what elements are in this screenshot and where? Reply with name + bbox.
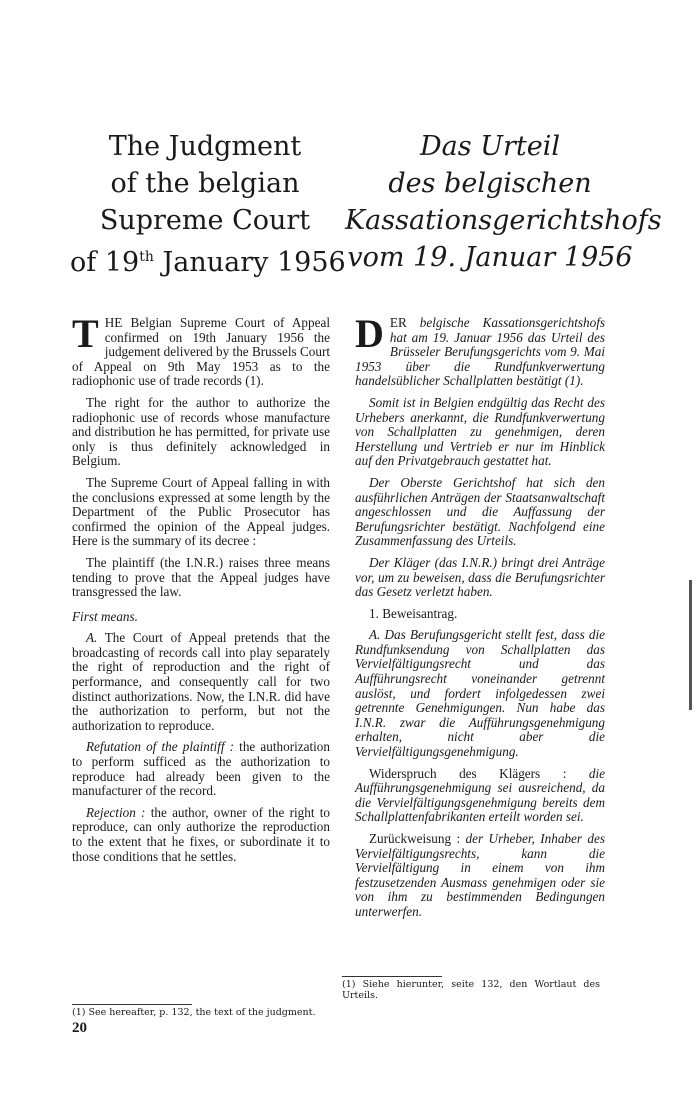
english-paragraph-3: The Supreme Court of Appeal falling in with the conclusions expressed at some length by the Department of the Public Prosecutor has confirmed the opinion of the Appeal judges. Here is the summary of its decree : <box>72 474 330 549</box>
german-footnote: (1) Siehe hierunter, seite 132, den Wortlaut des Urteils. <box>342 979 600 1001</box>
german-heading-first-means: 1. Beweisantrag. <box>369 605 458 621</box>
english-title-date-post: January 1956 <box>153 247 346 278</box>
english-title-date-pre: of 19 <box>70 247 140 278</box>
german-paragraph-6 <box>355 767 605 825</box>
english-title-date-sup: th <box>139 249 154 265</box>
german-paragraph-7-text: der Urheber, Inhaber des Vervielfältigungsrechts, kann die Vervielfältigung in einem von ihm festzusetzenden Ausmass genehmigen oder sie von ihm zu bestimmenden Bedingungen unterwerfen. <box>355 831 605 919</box>
german-dropcap: D <box>355 311 384 356</box>
german-title-line-1: Das Urteil <box>420 131 560 162</box>
english-paragraph-2: The right for the author to authorize the radiophonic use of records whose manufacture and distribution he has permitted, for private use only is thus definitely acknowledged in Belgium. <box>72 394 330 469</box>
german-paragraph-6-lead: Widerspruch des Klägers : <box>369 765 567 781</box>
english-title <box>70 128 346 281</box>
english-dropcap: T <box>72 311 99 356</box>
german-paragraph-1-text: belgische Kassationsgerichtshofs hat am 19. Januar 1956 das Urteil des Brüsseler Berufungsgerichts vom 9. Mai 1953 über die Rundfunkverwertung handelsüblicher Schallplatten bestätigt (1). <box>355 315 605 389</box>
english-footnote: (1) See hereafter, p. 132, the text of the judgment. <box>72 1007 316 1018</box>
english-paragraph-6-lead: Refutation of the plaintiff : <box>86 739 235 755</box>
english-paragraph-6 <box>72 740 330 798</box>
english-footnote-rule <box>72 1004 192 1005</box>
english-paragraph-4: The plaintiff (the I.N.R.) raises three means tending to prove that the Appeal judges have transgressed the law. <box>72 554 330 600</box>
german-paragraph-1 <box>355 311 605 389</box>
german-paragraph-7 <box>355 832 605 920</box>
english-paragraph-1-text: HE Belgian Supreme Court of Appeal confirmed on 19th January 1956 the judgement delivered by the Brussels Court of Appeal on 9th May 1953 as to the radiophonic use of trade records (1). <box>72 315 330 389</box>
english-paragraph-5 <box>72 631 330 733</box>
english-paragraph-6-text: the authorization to perform sufficed as the authorization to reproduce had already been given to the manufacturer of the record. <box>72 739 330 799</box>
english-title-line-1: The Judgment <box>108 131 302 162</box>
english-paragraph-5-lead: A. <box>86 630 98 646</box>
german-title-line-2: des belgischen <box>388 168 592 199</box>
german-title-line-3: Kassationsgerichtshofs <box>345 205 662 236</box>
scan-edge-mark <box>689 580 692 710</box>
english-paragraph-1 <box>72 311 330 389</box>
german-title <box>345 128 662 276</box>
german-paragraph-7-lead: Zurückweisung : <box>369 831 461 846</box>
german-paragraph-2: Somit ist in Belgien endgültig das Recht des Urhebers anerkannt, die Rundfunkverwertung von Schallplatten zu genehmigen, deren Herstellung und Vertrieb er nur im Hinblick auf den Privatgebrauch gestattet hat. <box>355 394 605 469</box>
german-paragraph-5: A. Das Berufungsgericht stellt fest, dass die Rundfunksendung von Schallplatten das Vervielfältigungsrecht und das Aufführungsrecht voneinander getrennt auslöst, und fordert infolgedessen zwei getrennte Genehmigungen. Nun habe das I.N.R. zwar die Aufführungsgenehmigung erhalten, nicht aber die Vervielfältigungsgenehmigung. <box>355 627 605 760</box>
page-number: 20 <box>72 1020 87 1036</box>
english-column <box>72 311 331 871</box>
english-title-line-2: of the belgian <box>110 168 300 199</box>
english-paragraph-7-lead: Rejection : <box>86 804 146 820</box>
german-column <box>355 311 605 927</box>
english-paragraph-7-text: the author, owner of the right to reproduce, can only authorize the reproduction to the extent that he fixes, or subordinate it to those conditions that he settles. <box>72 804 331 864</box>
german-paragraph-4: Der Kläger (das I.N.R.) bringt drei Anträge vor, um zu beweisen, dass die Berufungsrichter das Gesetz verletzt haben. <box>355 554 605 600</box>
english-heading-first-means: First means. <box>72 608 138 624</box>
german-title-line-4: vom 19. Januar 1956 <box>347 242 633 273</box>
german-paragraph-3: Der Oberste Gerichtshof hat sich den ausführlichen Anträgen der Staatsanwaltschaft angeschlossen und die Auffassung der Berufungsrichter bestätigt. Nachfolgend eine Zusammenfassung des Urteils. <box>355 474 605 549</box>
german-paragraph-1-lead: ER <box>389 315 407 330</box>
english-paragraph-7 <box>72 806 330 864</box>
english-title-line-4 <box>70 239 346 281</box>
english-title-line-3: Supreme Court <box>99 205 311 236</box>
german-paragraph-6-text: die Aufführungsgenehmigung sei ausreichend, da die Vervielfältigungsgenehmigung bereits dem Schallplattenfabrikanten erteilt worden sei. <box>355 765 605 825</box>
german-footnote-rule <box>342 976 442 977</box>
english-paragraph-5-text: The Court of Appeal pretends that the broadcasting of records call into play separately the right of reproduction and the right of performance, and consequently call for two distinct authorizations. Now, the I.N.R. did have the authorization to perform, but not the authorization to reproduce. <box>72 630 330 733</box>
